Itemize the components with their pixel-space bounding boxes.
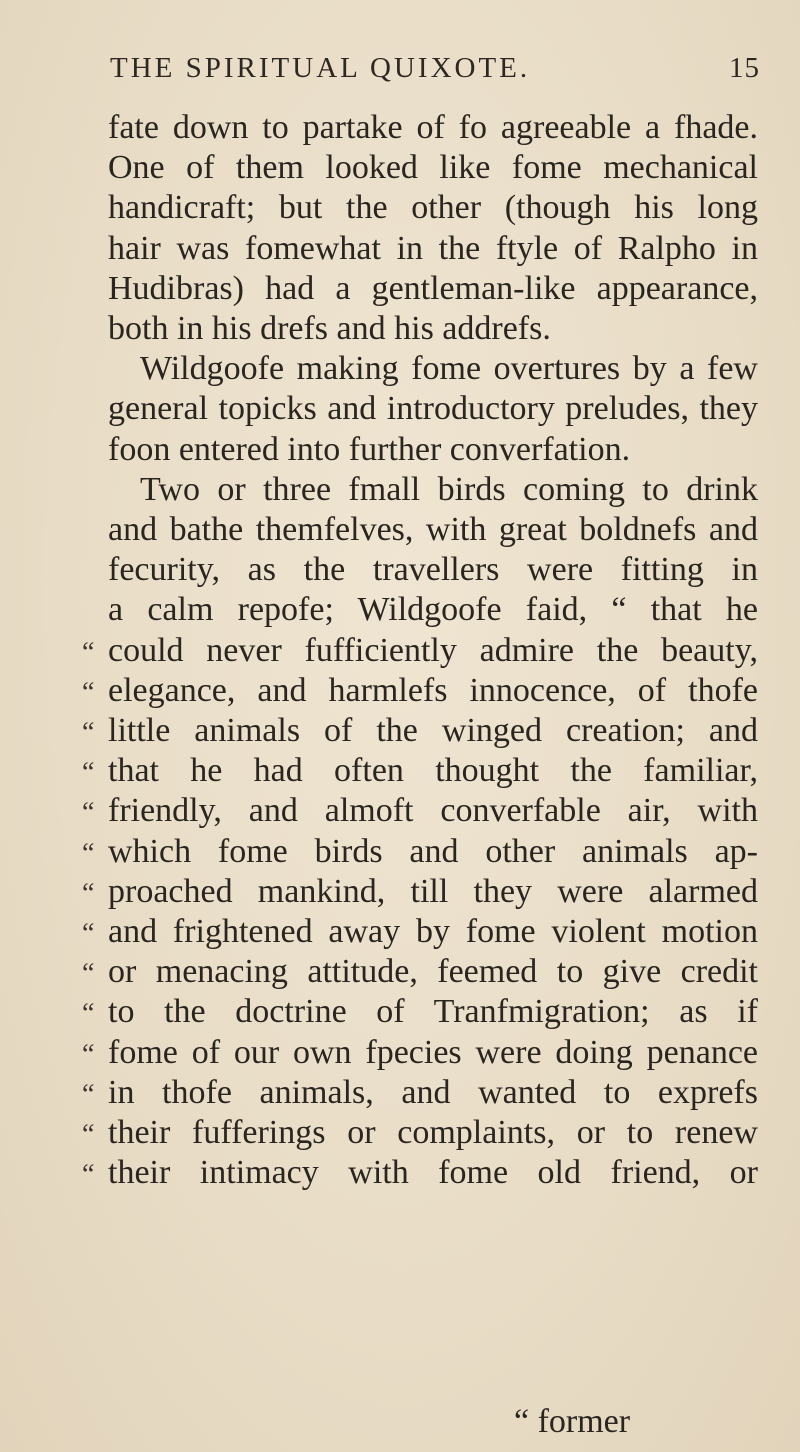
line-text: One of them looked like fome mechanical <box>108 149 758 187</box>
line-text: a calm repofe; Wildgoofe faid, “ that he <box>108 591 758 629</box>
margin-quote-mark: “ <box>82 1159 95 1191</box>
line-text: foon entered into further converfation. <box>108 430 631 468</box>
text-line <box>108 309 758 349</box>
text-line <box>82 1033 758 1073</box>
line-text: which fome birds and other animals ap- <box>108 832 758 870</box>
line-text: hair was fomewhat in the ftyle of Ralpho in <box>108 229 758 267</box>
catchword <box>514 1402 704 1442</box>
text-line <box>108 510 758 550</box>
margin-quote-mark: “ <box>82 918 95 949</box>
line-text: their fufferings or complaints, or to renew <box>108 1114 758 1151</box>
text-line <box>82 631 758 671</box>
line-text: handicraft; but the other (though his long <box>108 189 758 227</box>
line-text: fome of our own fpecies were doing penance <box>108 1033 758 1071</box>
line-text: could never fufficiently admire the beauty, <box>108 631 758 669</box>
line-text: Two or three fmall birds coming to drink <box>140 470 758 508</box>
margin-quote-mark: “ <box>82 1078 95 1110</box>
margin-quote-mark: “ <box>82 1119 95 1150</box>
line-text: little animals of the winged creation; and <box>108 712 758 749</box>
text-line <box>108 389 758 429</box>
text-line <box>82 711 758 751</box>
line-text: and frightened away by fome violent motion <box>108 913 758 950</box>
text-line <box>108 108 758 148</box>
text-line <box>82 952 758 992</box>
page-number: 15 <box>729 52 760 84</box>
margin-quote-mark: “ <box>82 676 95 708</box>
margin-quote-mark: “ <box>82 797 95 829</box>
line-text: friendly, and almoft converfable air, with <box>108 792 758 830</box>
catchword-text: “ former <box>514 1403 631 1440</box>
line-text: that he had often thought the familiar, <box>108 752 758 790</box>
line-text: fecurity, as the travellers were fitting in <box>108 551 758 589</box>
text-line <box>108 430 758 470</box>
text-line <box>82 751 758 791</box>
text-line <box>108 590 758 630</box>
margin-quote-mark: “ <box>82 636 95 668</box>
line-text: and bathe themfelves, with great boldnefs and <box>108 511 758 548</box>
running-header <box>110 52 760 85</box>
text-line <box>82 671 758 711</box>
line-text: in thofe animals, and wanted to exprefs <box>108 1073 758 1111</box>
text-line <box>108 550 758 590</box>
running-title: THE SPIRITUAL QUIXOTE. <box>110 52 531 84</box>
line-text: or menacing attitude, feemed to give credit <box>108 953 758 991</box>
margin-quote-mark: “ <box>82 1038 95 1070</box>
text-line <box>108 188 758 228</box>
margin-quote-mark: “ <box>82 837 95 869</box>
text-line <box>82 992 758 1032</box>
text-line <box>82 1153 758 1193</box>
text-line <box>140 470 758 510</box>
text-line <box>82 791 758 831</box>
line-text: elegance, and harmlefs innocence, of thofe <box>108 671 758 709</box>
text-line <box>82 1113 758 1153</box>
text-line <box>82 832 758 872</box>
line-text: Wildgoofe making fome overtures by a few <box>140 350 758 388</box>
margin-quote-mark: “ <box>82 757 95 789</box>
text-line <box>82 1073 758 1113</box>
line-text: to the doctrine of Tranfmigration; as if <box>108 993 758 1031</box>
margin-quote-mark: “ <box>82 717 95 748</box>
line-text: both in his drefs and his addrefs. <box>108 310 551 347</box>
line-text: general topicks and introductory preludes, they <box>108 390 758 428</box>
text-line <box>108 148 758 188</box>
text-line <box>140 349 758 389</box>
text-line <box>108 229 758 269</box>
line-text: Hudibras) had a gentleman-like appearance, <box>108 269 758 307</box>
line-text: fate down to partake of fo agreeable a fhade. <box>108 109 758 146</box>
line-text: proached mankind, till they were alarmed <box>108 872 758 910</box>
text-line <box>82 872 758 912</box>
margin-quote-mark: “ <box>82 958 95 990</box>
text-line <box>108 269 758 309</box>
margin-quote-mark: “ <box>82 998 95 1030</box>
margin-quote-mark: “ <box>82 877 95 909</box>
line-text: their intimacy with fome old friend, or <box>108 1154 758 1192</box>
text-line <box>82 912 758 952</box>
